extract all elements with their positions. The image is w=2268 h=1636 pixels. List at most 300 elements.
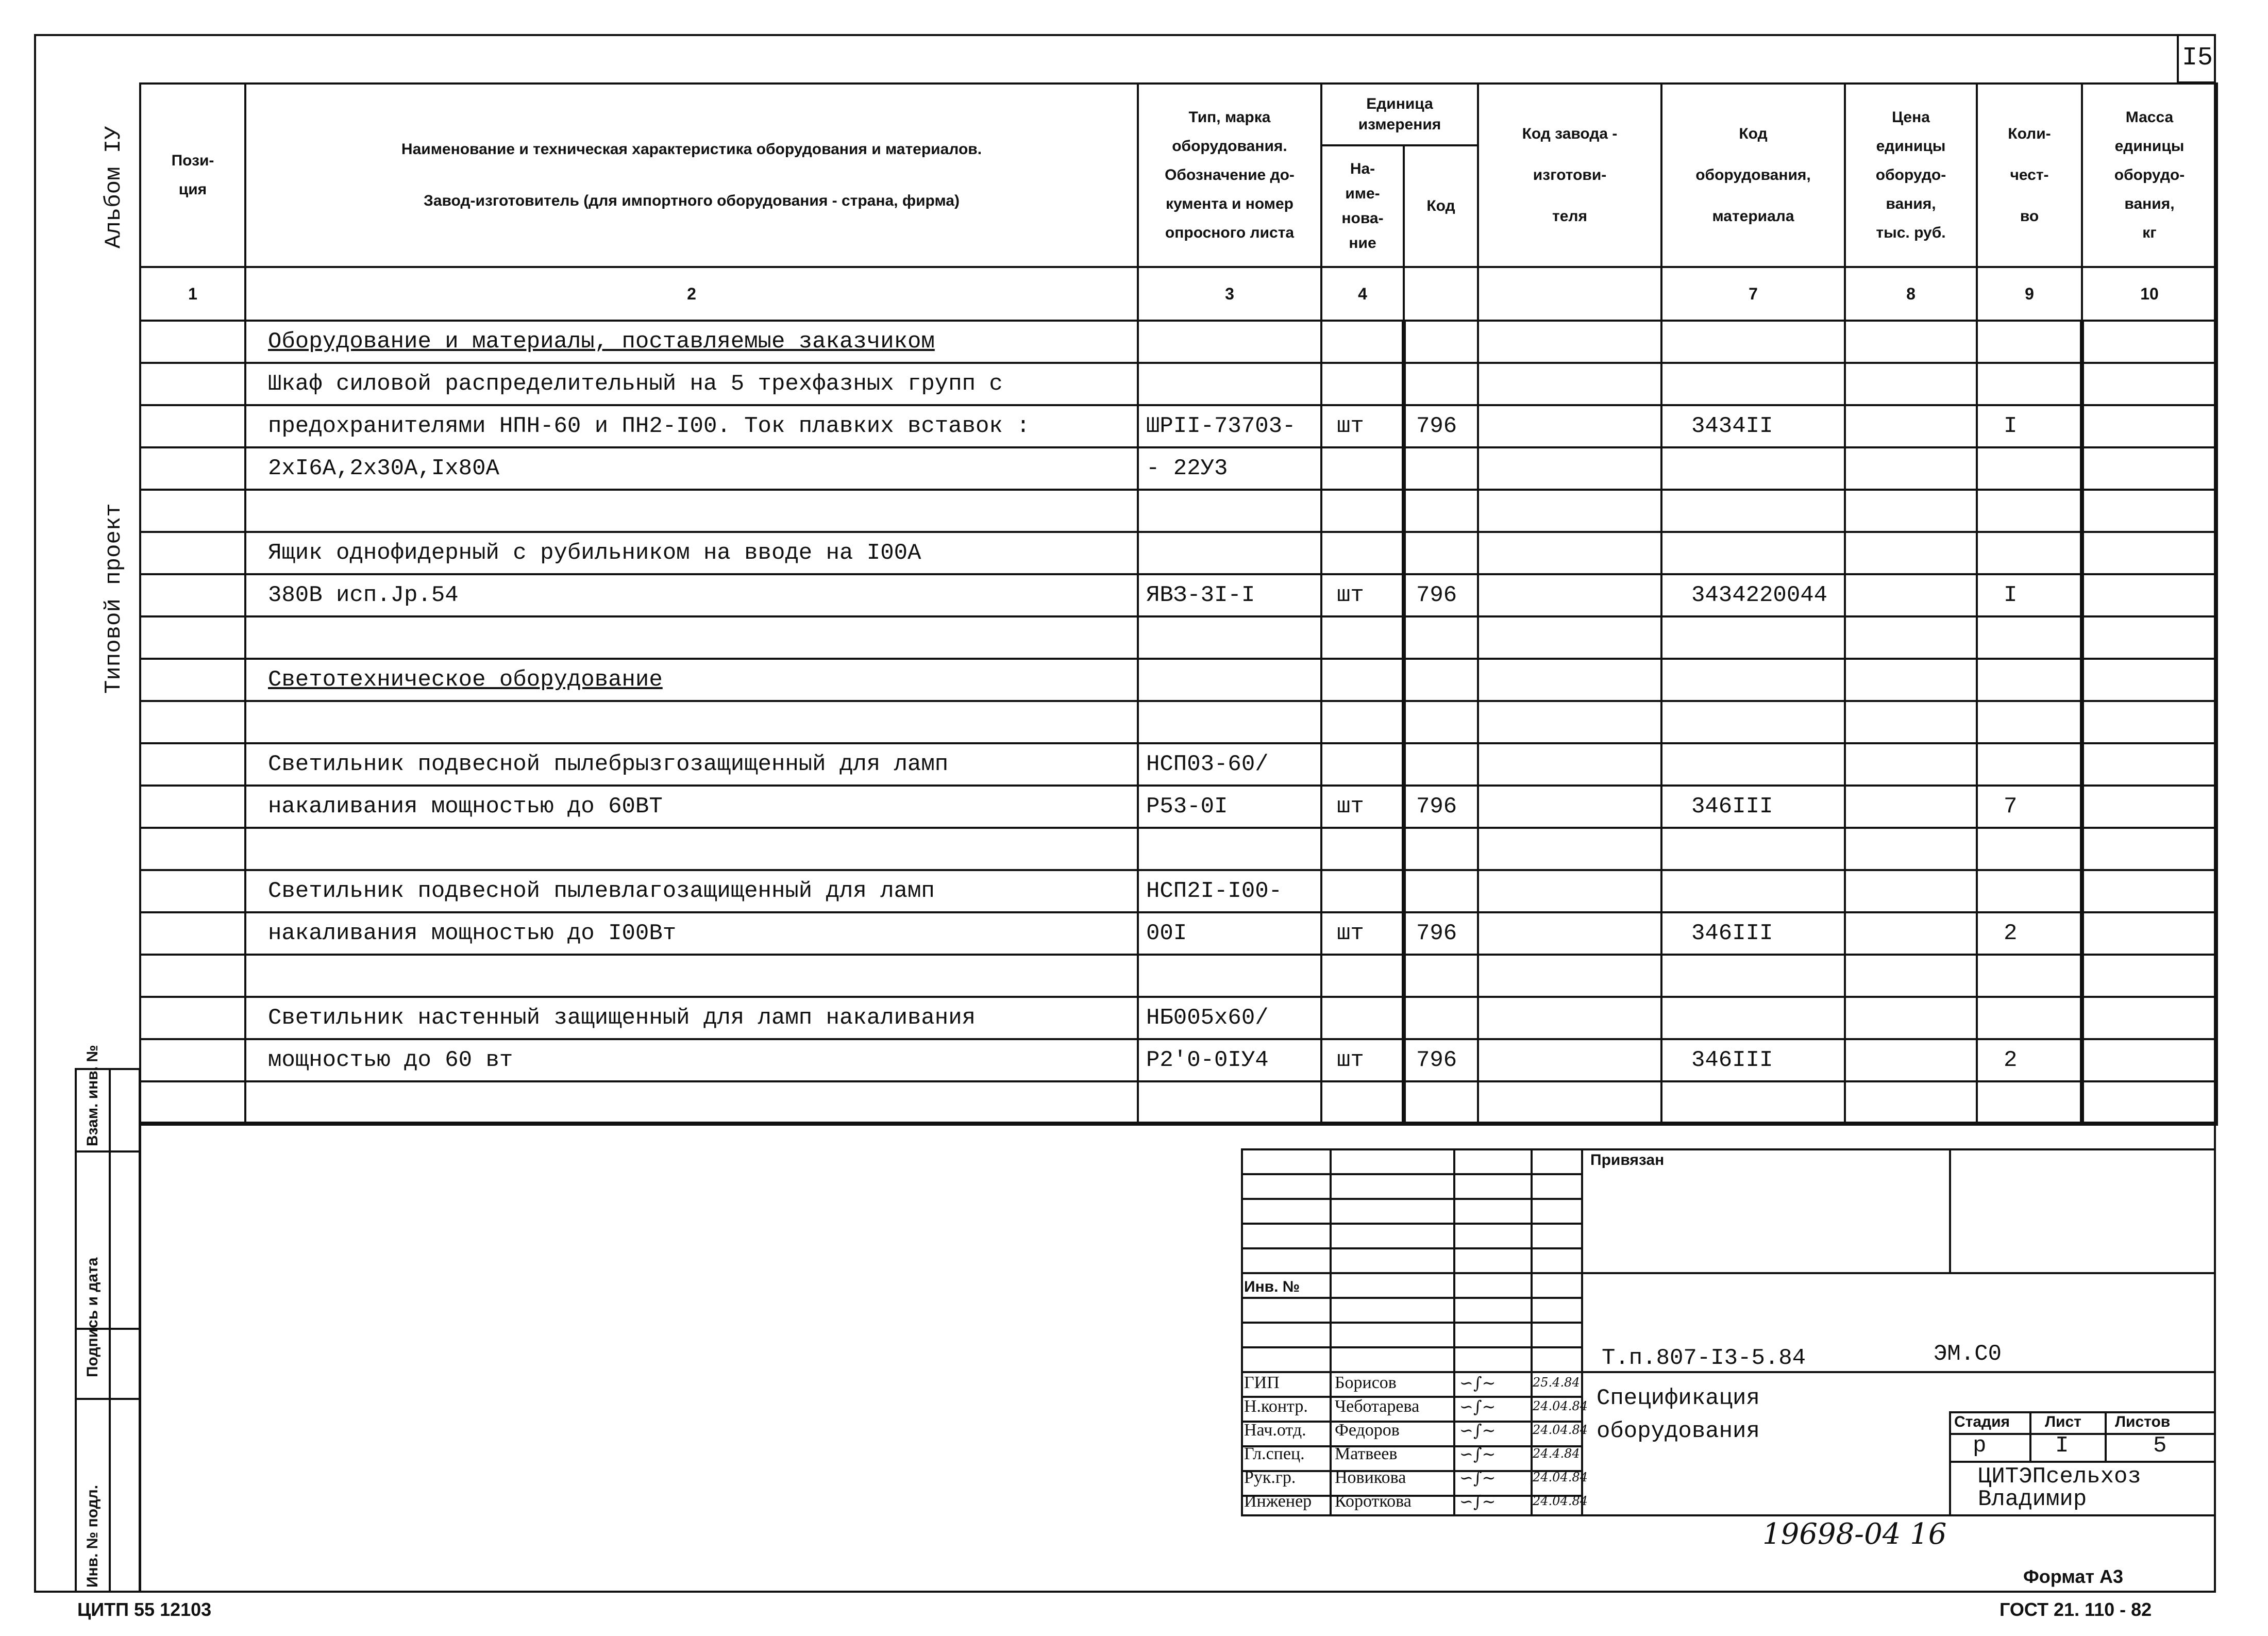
signer-role: Н.контр. <box>1244 1397 1308 1416</box>
mass-cell <box>2082 532 2217 574</box>
sheet-number: I5 <box>2177 34 2216 84</box>
equipment-code-cell: 346III <box>1661 912 1845 955</box>
unit-code-cell <box>1404 743 1478 786</box>
price-cell <box>1845 1081 1977 1124</box>
name-cell: Шкаф силовой распределительный на 5 трехфазных групп с <box>245 363 1138 405</box>
table-row <box>140 574 2217 616</box>
header-factory-code-lines <box>1479 113 1660 237</box>
equipment-code-cell <box>1661 743 1845 786</box>
signer-date: 24.4.84 <box>1533 1446 1580 1461</box>
unit-code-cell: 796 <box>1404 786 1478 828</box>
quantity-cell <box>1977 955 2082 997</box>
type-cell <box>1138 659 1321 701</box>
unit-code-cell <box>1404 532 1478 574</box>
equipment-code-cell <box>1661 955 1845 997</box>
unit-cell <box>1321 743 1404 786</box>
type-cell: Р2'0-0IУ4 <box>1138 1039 1321 1081</box>
header-unit-name-line: ние <box>1349 235 1376 252</box>
equipment-code-cell <box>1661 997 1845 1039</box>
mass-cell <box>2082 659 2217 701</box>
unit-cell <box>1321 701 1404 743</box>
position-cell <box>140 321 245 363</box>
type-cell: 00I <box>1138 912 1321 955</box>
price-cell <box>1845 955 1977 997</box>
price-cell <box>1845 659 1977 701</box>
signer-name: Борисов <box>1335 1373 1397 1392</box>
factory-code-cell <box>1478 912 1661 955</box>
equipment-code-cell: 346III <box>1661 1039 1845 1081</box>
signature-date-label: Подпись и дата <box>84 1257 101 1377</box>
header-mass <box>2082 84 2217 267</box>
header-unit-group-line: измерения <box>1358 116 1441 133</box>
header-factory-code <box>1478 84 1661 267</box>
factory-code-cell <box>1478 574 1661 616</box>
quantity-cell <box>1977 532 2082 574</box>
unit-code-cell <box>1404 490 1478 532</box>
header-unit-name-line: нова- <box>1341 210 1384 227</box>
quantity-cell <box>1977 363 2082 405</box>
factory-code-cell <box>1478 490 1661 532</box>
header-type-line: опросного листа <box>1165 224 1295 241</box>
position-cell <box>140 743 245 786</box>
signature-mark: ∽∫∼ <box>1459 1444 1496 1464</box>
mass-cell <box>2082 786 2217 828</box>
table-row <box>140 532 2217 574</box>
factory-code-cell <box>1478 955 1661 997</box>
header-equipment-code-line: Код <box>1739 125 1768 142</box>
org-line1: ЦИТЭПсельхоз <box>1978 1464 2141 1490</box>
name-cell: 380В исп.Јр.54 <box>245 574 1138 616</box>
factory-code-cell <box>1478 532 1661 574</box>
mass-cell <box>2082 870 2217 912</box>
signer-date: 24.04.84 <box>1533 1494 1588 1508</box>
unit-code-cell <box>1404 955 1478 997</box>
unit-code-cell <box>1404 828 1478 870</box>
position-cell <box>140 447 245 490</box>
table-row <box>140 1081 2217 1124</box>
name-cell: накаливания мощностью до I00Вт <box>245 912 1138 955</box>
quantity-cell <box>1977 447 2082 490</box>
quantity-cell: I <box>1977 574 2082 616</box>
unit-cell <box>1321 828 1404 870</box>
inv-no-label: Инв. № <box>1244 1278 1300 1295</box>
sheet-label: Лист <box>2045 1413 2081 1430</box>
equipment-code-cell <box>1661 321 1845 363</box>
equipment-code-cell <box>1661 447 1845 490</box>
mass-cell <box>2082 1081 2217 1124</box>
quantity-cell <box>1977 616 2082 659</box>
table-row <box>140 447 2217 490</box>
mass-cell <box>2082 701 2217 743</box>
table-row <box>140 1039 2217 1081</box>
document-title-line1: Спецификация <box>1597 1385 1760 1411</box>
gost-label: ГОСТ 21. 110 - 82 <box>2000 1599 2152 1620</box>
unit-code-cell <box>1404 447 1478 490</box>
unit-code-cell <box>1404 1081 1478 1124</box>
signer-date: 24.04.84 <box>1533 1423 1588 1437</box>
sheet-value: I <box>2055 1433 2069 1459</box>
quantity-cell <box>1977 659 2082 701</box>
price-cell <box>1845 828 1977 870</box>
column-number: 9 <box>1977 267 2082 321</box>
header-mass-line: кг <box>2142 224 2157 241</box>
header-type <box>1138 84 1321 267</box>
unit-code-cell <box>1404 321 1478 363</box>
factory-code-cell <box>1478 870 1661 912</box>
mass-cell <box>2082 616 2217 659</box>
quantity-cell: I <box>1977 405 2082 447</box>
table-row <box>140 701 2217 743</box>
name-cell <box>245 701 1138 743</box>
price-cell <box>1845 321 1977 363</box>
table-row <box>140 786 2217 828</box>
header-equipment-code-lines <box>1662 113 1844 237</box>
header-mass-line: Масса <box>2125 109 2174 126</box>
mass-cell <box>2082 405 2217 447</box>
unit-code-cell <box>1404 616 1478 659</box>
signature-mark: ∽∫∼ <box>1459 1492 1496 1511</box>
unit-cell <box>1321 997 1404 1039</box>
price-cell <box>1845 490 1977 532</box>
header-type-line: кумента и номер <box>1165 195 1294 212</box>
unit-cell <box>1321 447 1404 490</box>
header-name-line2: Завод-изготовитель (для импортного оборудования - страна, фирма) <box>424 192 960 209</box>
header-unit-name-lines <box>1322 157 1403 256</box>
column-number: 4 <box>1321 267 1404 321</box>
header-unit-name <box>1321 145 1404 267</box>
type-cell <box>1138 828 1321 870</box>
unit-code-cell <box>1404 997 1478 1039</box>
position-cell <box>140 997 245 1039</box>
factory-code-cell <box>1478 321 1661 363</box>
column-number: 1 <box>140 267 245 321</box>
format-label: Формат А3 <box>2023 1566 2124 1587</box>
position-cell <box>140 363 245 405</box>
equipment-code-cell <box>1661 828 1845 870</box>
price-cell <box>1845 405 1977 447</box>
header-quantity-line: во <box>2020 208 2039 225</box>
signer-name: Чеботарева <box>1335 1397 1420 1416</box>
header-price-line: единицы <box>1876 138 1946 155</box>
type-cell: ЯВЗ-3I-I <box>1138 574 1321 616</box>
document-title-line2: оборудования <box>1597 1418 1760 1444</box>
sheets-value: 5 <box>2153 1433 2167 1459</box>
header-mass-line: оборудо- <box>2114 166 2185 183</box>
specification-table <box>139 82 2218 1126</box>
header-type-line: Тип, марка <box>1188 109 1271 126</box>
unit-code-cell: 796 <box>1404 1039 1478 1081</box>
album-label: Альбом IУ <box>101 126 127 248</box>
equipment-code-cell: 3434II <box>1661 405 1845 447</box>
name-cell <box>245 828 1138 870</box>
quantity-cell <box>1977 997 2082 1039</box>
name-cell: Ящик однофидерный с рубильником на вводе на I00А <box>245 532 1138 574</box>
replaced-inv-label: Взам. инв. № <box>84 1045 101 1146</box>
header-quantity-line: чест- <box>2010 166 2049 183</box>
header-unit-name-line: На- <box>1350 160 1375 177</box>
price-cell <box>1845 447 1977 490</box>
type-cell <box>1138 955 1321 997</box>
table-row <box>140 743 2217 786</box>
factory-code-cell <box>1478 828 1661 870</box>
header-quantity <box>1977 84 2082 267</box>
header-price-lines <box>1846 103 1976 247</box>
name-cell: 2хI6А,2х30А,Iх80А <box>245 447 1138 490</box>
type-cell <box>1138 363 1321 405</box>
quantity-cell <box>1977 321 2082 363</box>
unit-cell <box>1321 532 1404 574</box>
mass-cell <box>2082 743 2217 786</box>
name-cell: мощностью до 60 вт <box>245 1039 1138 1081</box>
project-label: Типовой проект <box>101 503 127 694</box>
signer-name: Матвеев <box>1335 1444 1398 1463</box>
header-mass-line: единицы <box>2114 138 2185 155</box>
header-mass-line: вания, <box>2124 195 2175 212</box>
quantity-cell: 7 <box>1977 786 2082 828</box>
position-cell <box>140 828 245 870</box>
table-row <box>140 405 2217 447</box>
price-cell <box>1845 997 1977 1039</box>
name-cell: Светильник подвесной пылевлагозащищенный для ламп <box>245 870 1138 912</box>
header-position <box>140 84 245 267</box>
header-price-line: вания, <box>1886 195 1936 212</box>
table-row <box>140 828 2217 870</box>
factory-code-cell <box>1478 997 1661 1039</box>
signer-role: Гл.спец. <box>1244 1444 1305 1463</box>
name-cell: Светильник настенный защищенный для ламп накаливания <box>245 997 1138 1039</box>
position-cell <box>140 405 245 447</box>
name-cell <box>245 616 1138 659</box>
type-cell: Р53-0I <box>1138 786 1321 828</box>
quantity-cell <box>1977 701 2082 743</box>
unit-cell <box>1321 616 1404 659</box>
header-position-line: ция <box>178 181 207 198</box>
unit-cell <box>1321 490 1404 532</box>
factory-code-cell <box>1478 743 1661 786</box>
stage-label: Стадия <box>1954 1413 2010 1430</box>
header-price <box>1845 84 1977 267</box>
price-cell <box>1845 363 1977 405</box>
type-cell: НБ005х60/ <box>1138 997 1321 1039</box>
name-cell <box>245 321 1138 363</box>
quantity-cell: 2 <box>1977 912 2082 955</box>
header-position-line: Пози- <box>171 152 214 169</box>
unit-code-cell <box>1404 701 1478 743</box>
header-name-line1: Наименование и техническая характеристика оборудования и материалов. <box>401 141 982 158</box>
privyazan-label: Привязан <box>1590 1151 1665 1168</box>
price-cell <box>1845 701 1977 743</box>
name-cell <box>245 1081 1138 1124</box>
position-cell <box>140 1039 245 1081</box>
header-price-line: тыс. руб. <box>1876 224 1946 241</box>
position-cell <box>140 870 245 912</box>
name-cell: Светильник подвесной пылебрызгозащищенный для ламп <box>245 743 1138 786</box>
type-cell: - 22У3 <box>1138 447 1321 490</box>
frame-line <box>139 1123 141 1593</box>
mass-cell <box>2082 828 2217 870</box>
position-cell <box>140 701 245 743</box>
document-code: Т.п.807-I3-5.84 <box>1602 1345 1806 1371</box>
section-heading: Светотехническое оборудование <box>268 667 663 693</box>
price-cell <box>1845 1039 1977 1081</box>
archive-number: 19698-04 16 <box>1762 1517 1947 1551</box>
header-price-line: Цена <box>1892 109 1930 126</box>
header-unit-name-line: име- <box>1345 185 1380 202</box>
signature-mark: ∽∫∼ <box>1459 1373 1496 1393</box>
header-factory-code-line: Код завода - <box>1522 125 1618 142</box>
unit-cell <box>1321 955 1404 997</box>
signature-mark: ∽∫∼ <box>1459 1397 1496 1416</box>
factory-code-cell <box>1478 616 1661 659</box>
quantity-cell: 2 <box>1977 1039 2082 1081</box>
factory-code-cell <box>1478 659 1661 701</box>
header-equipment-code-line: оборудования, <box>1695 166 1811 183</box>
column-number-row <box>140 267 2217 321</box>
quantity-cell <box>1977 743 2082 786</box>
type-cell <box>1138 701 1321 743</box>
header-mass-lines <box>2083 103 2216 247</box>
equipment-code-cell <box>1661 659 1845 701</box>
equipment-code-cell: 3434220044 <box>1661 574 1845 616</box>
unit-code-cell: 796 <box>1404 574 1478 616</box>
position-cell <box>140 955 245 997</box>
position-cell <box>140 786 245 828</box>
equipment-code-cell <box>1661 701 1845 743</box>
unit-cell <box>1321 870 1404 912</box>
signer-name: Новикова <box>1335 1468 1406 1487</box>
original-inv-label: Инв. № подл. <box>84 1484 101 1588</box>
column-number: 7 <box>1661 267 1845 321</box>
header-price-line: оборудо- <box>1875 166 1946 183</box>
unit-code-cell <box>1404 659 1478 701</box>
equipment-code-cell <box>1661 1081 1845 1124</box>
header-equipment-code <box>1661 84 1845 267</box>
header-unit-group <box>1321 84 1478 145</box>
signature-mark: ∽∫∼ <box>1459 1468 1496 1488</box>
position-cell <box>140 532 245 574</box>
column-number: 2 <box>245 267 1138 321</box>
quantity-cell <box>1977 490 2082 532</box>
unit-cell: шт <box>1321 405 1404 447</box>
type-cell <box>1138 321 1321 363</box>
column-number: 10 <box>2082 267 2217 321</box>
column-number <box>1404 267 1478 321</box>
unit-cell <box>1321 363 1404 405</box>
column-number <box>1478 267 1661 321</box>
equipment-code-cell <box>1661 490 1845 532</box>
type-cell <box>1138 532 1321 574</box>
document-mark: ЭМ.С0 <box>1934 1341 2002 1367</box>
unit-code-cell <box>1404 363 1478 405</box>
header-factory-code-line: изготови- <box>1533 166 1607 183</box>
equipment-code-cell <box>1661 870 1845 912</box>
unit-cell: шт <box>1321 574 1404 616</box>
price-cell <box>1845 786 1977 828</box>
unit-code-cell: 796 <box>1404 405 1478 447</box>
position-cell <box>140 490 245 532</box>
signature-mark: ∽∫∼ <box>1459 1421 1496 1440</box>
column-number: 3 <box>1138 267 1321 321</box>
factory-code-cell <box>1478 1039 1661 1081</box>
mass-cell <box>2082 447 2217 490</box>
table-row <box>140 321 2217 363</box>
section-heading: Оборудование и материалы, поставляемые заказчиком <box>268 329 935 355</box>
table-header-row <box>140 84 2217 145</box>
name-cell <box>245 955 1138 997</box>
type-cell <box>1138 616 1321 659</box>
factory-code-cell <box>1478 405 1661 447</box>
equipment-code-cell <box>1661 363 1845 405</box>
factory-code-cell <box>1478 786 1661 828</box>
signer-date: 25.4.84 <box>1533 1375 1580 1390</box>
mass-cell <box>2082 1039 2217 1081</box>
signer-name: Федоров <box>1335 1421 1400 1440</box>
signer-role: Рук.гр. <box>1244 1468 1296 1487</box>
header-position-lines <box>141 146 244 204</box>
equipment-code-cell <box>1661 532 1845 574</box>
table-row <box>140 997 2217 1039</box>
header-name <box>245 84 1138 267</box>
name-cell: накаливания мощностью до 60ВТ <box>245 786 1138 828</box>
header-quantity-lines <box>1978 113 2081 237</box>
header-type-lines <box>1139 103 1320 247</box>
mass-cell <box>2082 574 2217 616</box>
name-cell <box>245 490 1138 532</box>
header-unit-code: Код <box>1404 145 1478 267</box>
type-cell <box>1138 490 1321 532</box>
factory-code-cell <box>1478 701 1661 743</box>
unit-cell <box>1321 1081 1404 1124</box>
mass-cell <box>2082 912 2217 955</box>
header-equipment-code-line: материала <box>1712 208 1794 225</box>
name-cell <box>245 659 1138 701</box>
mass-cell <box>2082 321 2217 363</box>
table-row <box>140 870 2217 912</box>
quantity-cell <box>1977 828 2082 870</box>
price-cell <box>1845 532 1977 574</box>
column-number: 8 <box>1845 267 1977 321</box>
equipment-code-cell <box>1661 616 1845 659</box>
quantity-cell <box>1977 870 2082 912</box>
signer-role: Инженер <box>1244 1492 1312 1511</box>
unit-cell: шт <box>1321 912 1404 955</box>
header-type-line: Обозначение до- <box>1165 166 1295 183</box>
signer-date: 24.04.84 <box>1533 1399 1588 1413</box>
signer-role: Нач.отд. <box>1244 1421 1306 1440</box>
table-row <box>140 912 2217 955</box>
mass-cell <box>2082 363 2217 405</box>
table-row <box>140 363 2217 405</box>
header-type-line: оборудования. <box>1172 138 1287 155</box>
header-factory-code-line: теля <box>1552 208 1587 225</box>
position-cell <box>140 659 245 701</box>
position-cell <box>140 574 245 616</box>
position-cell <box>140 616 245 659</box>
mass-cell <box>2082 490 2217 532</box>
footer-left: ЦИТП 55 12103 <box>77 1599 212 1620</box>
equipment-code-cell: 346III <box>1661 786 1845 828</box>
left-stamp <box>75 1045 141 1593</box>
title-block <box>1241 1148 2216 1516</box>
type-cell: НСП2I-I00- <box>1138 870 1321 912</box>
position-cell <box>140 1081 245 1124</box>
quantity-cell <box>1977 1081 2082 1124</box>
signer-role: ГИП <box>1244 1373 1280 1392</box>
factory-code-cell <box>1478 1081 1661 1124</box>
price-cell <box>1845 743 1977 786</box>
price-cell <box>1845 574 1977 616</box>
type-cell: ШРII-73703- <box>1138 405 1321 447</box>
